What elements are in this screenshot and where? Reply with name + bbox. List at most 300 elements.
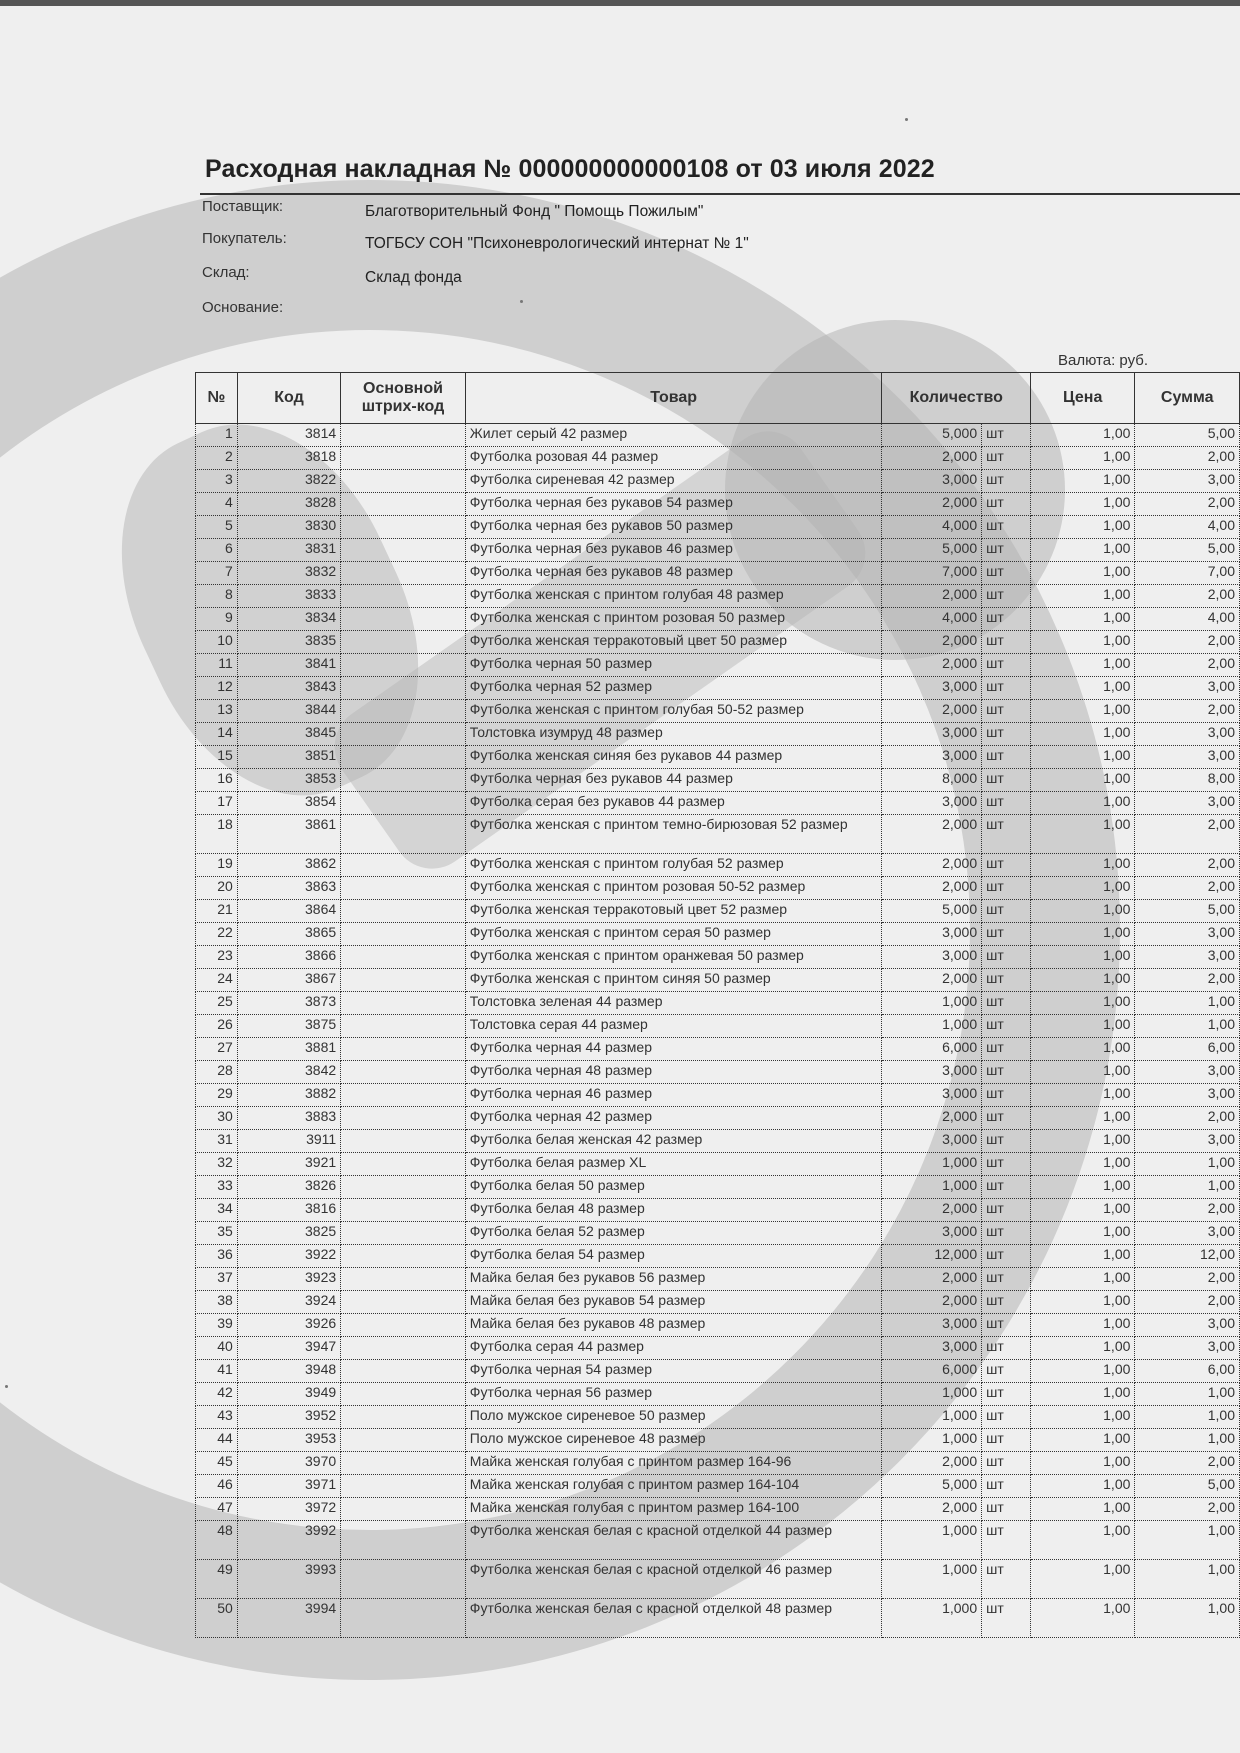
- row-barcode: [341, 1521, 466, 1560]
- row-unit: шт: [982, 1291, 1031, 1314]
- row-number: 31: [196, 1130, 238, 1153]
- row-code: 3922: [237, 1245, 340, 1268]
- row-quantity: 1,000: [882, 992, 982, 1015]
- row-quantity: 2,000: [882, 1452, 982, 1475]
- row-number: 7: [196, 562, 238, 585]
- table-row: [196, 723, 1240, 746]
- row-quantity: 4,000: [882, 516, 982, 539]
- row-code: 3970: [237, 1452, 340, 1475]
- row-sum: 2,00: [1135, 447, 1240, 470]
- row-barcode: [341, 1015, 466, 1038]
- table-row: [196, 677, 1240, 700]
- row-price: 1,00: [1030, 854, 1134, 877]
- row-sum: 12,00: [1135, 1245, 1240, 1268]
- row-unit: шт: [982, 1560, 1031, 1599]
- row-price: 1,00: [1030, 1452, 1134, 1475]
- row-code: 3921: [237, 1153, 340, 1176]
- row-sum: 3,00: [1135, 723, 1240, 746]
- row-barcode: [341, 493, 466, 516]
- row-number: 46: [196, 1475, 238, 1498]
- row-price: 1,00: [1030, 1291, 1134, 1314]
- row-sum: 3,00: [1135, 1084, 1240, 1107]
- row-price: 1,00: [1030, 608, 1134, 631]
- row-unit: шт: [982, 946, 1031, 969]
- row-quantity: 2,000: [882, 1291, 982, 1314]
- row-quantity: 2,000: [882, 700, 982, 723]
- row-price: 1,00: [1030, 1084, 1134, 1107]
- row-sum: 3,00: [1135, 677, 1240, 700]
- row-quantity: 3,000: [882, 1337, 982, 1360]
- row-code: 3842: [237, 1061, 340, 1084]
- row-product-name: Футболка белая размер XL: [465, 1153, 882, 1176]
- row-price: 1,00: [1030, 539, 1134, 562]
- row-unit: шт: [982, 746, 1031, 769]
- row-product-name: Поло мужское сиреневое 50 размер: [465, 1406, 882, 1429]
- row-unit: шт: [982, 877, 1031, 900]
- row-product-name: Майка женская голубая с принтом размер 164-104: [465, 1475, 882, 1498]
- row-number: 3: [196, 470, 238, 493]
- row-product-name: Футболка женская с принтом голубая 48 размер: [465, 585, 882, 608]
- row-sum: 2,00: [1135, 493, 1240, 516]
- table-row: [196, 1084, 1240, 1107]
- row-sum: 5,00: [1135, 1475, 1240, 1498]
- row-quantity: 2,000: [882, 877, 982, 900]
- row-barcode: [341, 539, 466, 562]
- row-barcode: [341, 585, 466, 608]
- row-number: 49: [196, 1560, 238, 1599]
- row-code: 3851: [237, 746, 340, 769]
- row-barcode: [341, 1130, 466, 1153]
- row-quantity: 2,000: [882, 854, 982, 877]
- row-price: 1,00: [1030, 424, 1134, 447]
- title-divider: [200, 193, 1240, 195]
- row-sum: 5,00: [1135, 900, 1240, 923]
- row-barcode: [341, 1061, 466, 1084]
- row-product-name: Футболка черная 52 размер: [465, 677, 882, 700]
- row-code: 3830: [237, 516, 340, 539]
- row-price: 1,00: [1030, 493, 1134, 516]
- row-quantity: 3,000: [882, 677, 982, 700]
- row-quantity: 3,000: [882, 1222, 982, 1245]
- row-code: 3883: [237, 1107, 340, 1130]
- row-sum: 2,00: [1135, 854, 1240, 877]
- row-price: 1,00: [1030, 1176, 1134, 1199]
- row-price: 1,00: [1030, 1107, 1134, 1130]
- row-code: 3993: [237, 1560, 340, 1599]
- row-price: 1,00: [1030, 1599, 1134, 1638]
- row-product-name: Майка белая без рукавов 54 размер: [465, 1291, 882, 1314]
- row-code: 3814: [237, 424, 340, 447]
- row-quantity: 3,000: [882, 746, 982, 769]
- row-price: 1,00: [1030, 1429, 1134, 1452]
- row-unit: шт: [982, 493, 1031, 516]
- row-quantity: 3,000: [882, 1314, 982, 1337]
- row-product-name: Футболка черная без рукавов 54 размер: [465, 493, 882, 516]
- row-product-name: Толстовка серая 44 размер: [465, 1015, 882, 1038]
- row-barcode: [341, 424, 466, 447]
- table-row: [196, 654, 1240, 677]
- row-code: 3881: [237, 1038, 340, 1061]
- row-price: 1,00: [1030, 677, 1134, 700]
- row-barcode: [341, 1222, 466, 1245]
- row-product-name: Футболка женская с принтом розовая 50 размер: [465, 608, 882, 631]
- row-price: 1,00: [1030, 470, 1134, 493]
- row-barcode: [341, 854, 466, 877]
- row-number: 32: [196, 1153, 238, 1176]
- row-number: 9: [196, 608, 238, 631]
- row-quantity: 3,000: [882, 723, 982, 746]
- row-number: 1: [196, 424, 238, 447]
- row-price: 1,00: [1030, 792, 1134, 815]
- row-code: 3834: [237, 608, 340, 631]
- row-product-name: Футболка белая 50 размер: [465, 1176, 882, 1199]
- row-sum: 1,00: [1135, 1015, 1240, 1038]
- table-row: [196, 900, 1240, 923]
- row-barcode: [341, 1599, 466, 1638]
- row-sum: 2,00: [1135, 1291, 1240, 1314]
- row-unit: шт: [982, 1406, 1031, 1429]
- row-number: 4: [196, 493, 238, 516]
- row-barcode: [341, 1176, 466, 1199]
- row-product-name: Футболка серая без рукавов 44 размер: [465, 792, 882, 815]
- row-sum: 7,00: [1135, 562, 1240, 585]
- row-barcode: [341, 1560, 466, 1599]
- table-row: [196, 815, 1240, 854]
- row-price: 1,00: [1030, 1268, 1134, 1291]
- row-code: 3875: [237, 1015, 340, 1038]
- row-barcode: [341, 1475, 466, 1498]
- table-row: [196, 877, 1240, 900]
- row-code: 3845: [237, 723, 340, 746]
- table-row: [196, 1245, 1240, 1268]
- row-code: 3862: [237, 854, 340, 877]
- row-sum: 6,00: [1135, 1360, 1240, 1383]
- row-quantity: 5,000: [882, 424, 982, 447]
- row-product-name: Футболка черная без рукавов 44 размер: [465, 769, 882, 792]
- row-number: 14: [196, 723, 238, 746]
- row-product-name: Футболка черная 46 размер: [465, 1084, 882, 1107]
- table-row: [196, 516, 1240, 539]
- row-code: 3853: [237, 769, 340, 792]
- row-unit: шт: [982, 1599, 1031, 1638]
- row-quantity: 1,000: [882, 1383, 982, 1406]
- row-sum: 2,00: [1135, 877, 1240, 900]
- col-header-code: Код: [237, 373, 340, 424]
- row-sum: 4,00: [1135, 608, 1240, 631]
- row-code: 3854: [237, 792, 340, 815]
- row-code: 3882: [237, 1084, 340, 1107]
- row-quantity: 3,000: [882, 470, 982, 493]
- buyer-label: Покупатель:: [202, 230, 287, 247]
- row-code: 3831: [237, 539, 340, 562]
- table-row: [196, 700, 1240, 723]
- row-number: 15: [196, 746, 238, 769]
- table-row: [196, 585, 1240, 608]
- row-code: 3861: [237, 815, 340, 854]
- row-barcode: [341, 516, 466, 539]
- row-barcode: [341, 923, 466, 946]
- warehouse-value: Склад фонда: [365, 269, 462, 286]
- row-product-name: Футболка черная без рукавов 50 размер: [465, 516, 882, 539]
- row-sum: 3,00: [1135, 746, 1240, 769]
- row-code: 3843: [237, 677, 340, 700]
- row-product-name: Футболка женская синяя без рукавов 44 размер: [465, 746, 882, 769]
- row-number: 40: [196, 1337, 238, 1360]
- row-product-name: Футболка черная 56 размер: [465, 1383, 882, 1406]
- row-barcode: [341, 1245, 466, 1268]
- row-quantity: 2,000: [882, 1268, 982, 1291]
- row-product-name: Майка женская голубая с принтом размер 164-100: [465, 1498, 882, 1521]
- row-barcode: [341, 1107, 466, 1130]
- row-code: 3949: [237, 1383, 340, 1406]
- row-product-name: Футболка женская белая с красной отделкой 48 размер: [465, 1599, 882, 1638]
- row-unit: шт: [982, 992, 1031, 1015]
- col-header-sum: Сумма: [1135, 373, 1240, 424]
- row-number: 34: [196, 1199, 238, 1222]
- row-barcode: [341, 1291, 466, 1314]
- row-product-name: Футболка черная 42 размер: [465, 1107, 882, 1130]
- row-code: 3953: [237, 1429, 340, 1452]
- row-product-name: Футболка женская с принтом серая 50 размер: [465, 923, 882, 946]
- row-unit: шт: [982, 677, 1031, 700]
- row-code: 3947: [237, 1337, 340, 1360]
- row-barcode: [341, 1498, 466, 1521]
- table-row: [196, 1360, 1240, 1383]
- row-product-name: Футболка женская с принтом синяя 50 размер: [465, 969, 882, 992]
- row-unit: шт: [982, 1015, 1031, 1038]
- row-number: 12: [196, 677, 238, 700]
- row-product-name: Майка белая без рукавов 48 размер: [465, 1314, 882, 1337]
- row-product-name: Футболка женская с принтом голубая 50-52 размер: [465, 700, 882, 723]
- row-quantity: 1,000: [882, 1429, 982, 1452]
- row-price: 1,00: [1030, 1498, 1134, 1521]
- row-quantity: 3,000: [882, 1130, 982, 1153]
- scan-speck: [5, 1385, 8, 1388]
- table-header-row: [196, 373, 1240, 424]
- row-number: 37: [196, 1268, 238, 1291]
- row-unit: шт: [982, 792, 1031, 815]
- row-code: 3865: [237, 923, 340, 946]
- row-barcode: [341, 1199, 466, 1222]
- row-unit: шт: [982, 1061, 1031, 1084]
- row-unit: шт: [982, 923, 1031, 946]
- table-row: [196, 631, 1240, 654]
- row-barcode: [341, 1084, 466, 1107]
- table-row: [196, 493, 1240, 516]
- row-number: 25: [196, 992, 238, 1015]
- row-unit: шт: [982, 1314, 1031, 1337]
- row-number: 2: [196, 447, 238, 470]
- row-product-name: Футболка женская с принтом оранжевая 50 размер: [465, 946, 882, 969]
- row-code: 3972: [237, 1498, 340, 1521]
- row-product-name: Футболка белая 54 размер: [465, 1245, 882, 1268]
- row-barcode: [341, 1406, 466, 1429]
- col-header-barcode: Основной штрих-код: [341, 373, 466, 424]
- row-sum: 4,00: [1135, 516, 1240, 539]
- table-row: [196, 746, 1240, 769]
- row-product-name: Футболка черная без рукавов 46 размер: [465, 539, 882, 562]
- document-title: Расходная накладная № 000000000000108 от 03 июля 2022: [205, 155, 935, 183]
- row-quantity: 5,000: [882, 539, 982, 562]
- row-sum: 3,00: [1135, 1061, 1240, 1084]
- row-code: 3822: [237, 470, 340, 493]
- scan-speck: [905, 118, 908, 121]
- row-sum: 3,00: [1135, 1222, 1240, 1245]
- table-row: [196, 969, 1240, 992]
- table-row: [196, 1222, 1240, 1245]
- row-sum: 2,00: [1135, 1107, 1240, 1130]
- row-product-name: Футболка женская белая с красной отделкой 44 размер: [465, 1521, 882, 1560]
- row-product-name: Футболка женская с принтом голубая 52 размер: [465, 854, 882, 877]
- table-row: [196, 1038, 1240, 1061]
- row-unit: шт: [982, 1452, 1031, 1475]
- row-barcode: [341, 1314, 466, 1337]
- row-sum: 2,00: [1135, 654, 1240, 677]
- row-number: 38: [196, 1291, 238, 1314]
- row-price: 1,00: [1030, 1314, 1134, 1337]
- row-quantity: 8,000: [882, 769, 982, 792]
- table-row: [196, 1452, 1240, 1475]
- row-unit: шт: [982, 1498, 1031, 1521]
- row-unit: шт: [982, 539, 1031, 562]
- row-barcode: [341, 1038, 466, 1061]
- table-row: [196, 1153, 1240, 1176]
- table-row: [196, 1599, 1240, 1638]
- row-price: 1,00: [1030, 723, 1134, 746]
- row-unit: шт: [982, 1383, 1031, 1406]
- row-quantity: 1,000: [882, 1153, 982, 1176]
- row-quantity: 7,000: [882, 562, 982, 585]
- row-product-name: Футболка женская с принтом розовая 50-52 размер: [465, 877, 882, 900]
- basis-label: Основание:: [202, 299, 284, 316]
- table-row: [196, 1429, 1240, 1452]
- row-code: 3994: [237, 1599, 340, 1638]
- row-number: 30: [196, 1107, 238, 1130]
- row-barcode: [341, 1383, 466, 1406]
- table-row: [196, 1498, 1240, 1521]
- row-number: 50: [196, 1599, 238, 1638]
- row-barcode: [341, 1153, 466, 1176]
- row-sum: 5,00: [1135, 424, 1240, 447]
- row-quantity: 2,000: [882, 969, 982, 992]
- row-quantity: 5,000: [882, 1475, 982, 1498]
- row-product-name: Майка женская голубая с принтом размер 164-96: [465, 1452, 882, 1475]
- row-number: 23: [196, 946, 238, 969]
- scan-speck: [520, 300, 523, 303]
- row-price: 1,00: [1030, 1015, 1134, 1038]
- row-number: 5: [196, 516, 238, 539]
- table-row: [196, 539, 1240, 562]
- row-code: 3992: [237, 1521, 340, 1560]
- table-row: [196, 447, 1240, 470]
- row-price: 1,00: [1030, 1130, 1134, 1153]
- row-unit: шт: [982, 1475, 1031, 1498]
- row-price: 1,00: [1030, 746, 1134, 769]
- row-code: 3923: [237, 1268, 340, 1291]
- row-sum: 1,00: [1135, 1153, 1240, 1176]
- row-sum: 2,00: [1135, 700, 1240, 723]
- row-product-name: Футболка женская терракотовый цвет 52 размер: [465, 900, 882, 923]
- row-quantity: 2,000: [882, 631, 982, 654]
- row-unit: шт: [982, 447, 1031, 470]
- row-barcode: [341, 900, 466, 923]
- table-row: [196, 608, 1240, 631]
- row-product-name: Футболка черная 44 размер: [465, 1038, 882, 1061]
- table-row: [196, 1560, 1240, 1599]
- row-sum: 1,00: [1135, 1406, 1240, 1429]
- row-code: 3833: [237, 585, 340, 608]
- col-header-quantity: Количество: [882, 373, 1031, 424]
- supplier-value: Благотворительный Фонд " Помощь Пожилым": [365, 203, 704, 220]
- row-unit: шт: [982, 969, 1031, 992]
- row-price: 1,00: [1030, 815, 1134, 854]
- row-barcode: [341, 654, 466, 677]
- row-product-name: Футболка сиреневая 42 размер: [465, 470, 882, 493]
- row-product-name: Футболка серая 44 размер: [465, 1337, 882, 1360]
- row-quantity: 1,000: [882, 1521, 982, 1560]
- row-quantity: 5,000: [882, 900, 982, 923]
- row-sum: 1,00: [1135, 1429, 1240, 1452]
- row-code: 3825: [237, 1222, 340, 1245]
- row-barcode: [341, 723, 466, 746]
- row-unit: шт: [982, 1038, 1031, 1061]
- row-price: 1,00: [1030, 447, 1134, 470]
- row-quantity: 12,000: [882, 1245, 982, 1268]
- table-row: [196, 1015, 1240, 1038]
- row-unit: шт: [982, 1130, 1031, 1153]
- row-price: 1,00: [1030, 631, 1134, 654]
- table-row: [196, 470, 1240, 493]
- row-unit: шт: [982, 562, 1031, 585]
- row-barcode: [341, 877, 466, 900]
- row-barcode: [341, 631, 466, 654]
- row-sum: 2,00: [1135, 1199, 1240, 1222]
- row-barcode: [341, 992, 466, 1015]
- row-barcode: [341, 969, 466, 992]
- row-price: 1,00: [1030, 923, 1134, 946]
- row-code: 3841: [237, 654, 340, 677]
- row-code: 3818: [237, 447, 340, 470]
- row-price: 1,00: [1030, 992, 1134, 1015]
- table-row: [196, 1130, 1240, 1153]
- row-barcode: [341, 1360, 466, 1383]
- row-barcode: [341, 1452, 466, 1475]
- row-sum: 2,00: [1135, 1268, 1240, 1291]
- row-product-name: Жилет серый 42 размер: [465, 424, 882, 447]
- row-price: 1,00: [1030, 1199, 1134, 1222]
- warehouse-label: Склад:: [202, 264, 250, 281]
- row-code: 3971: [237, 1475, 340, 1498]
- row-product-name: Футболка черная 50 размер: [465, 654, 882, 677]
- row-price: 1,00: [1030, 1560, 1134, 1599]
- row-number: 10: [196, 631, 238, 654]
- row-barcode: [341, 608, 466, 631]
- row-code: 3924: [237, 1291, 340, 1314]
- row-quantity: 3,000: [882, 946, 982, 969]
- table-row: [196, 1475, 1240, 1498]
- row-quantity: 3,000: [882, 792, 982, 815]
- row-unit: шт: [982, 654, 1031, 677]
- row-sum: 3,00: [1135, 792, 1240, 815]
- row-barcode: [341, 815, 466, 854]
- table-row: [196, 854, 1240, 877]
- row-sum: 2,00: [1135, 1452, 1240, 1475]
- row-number: 21: [196, 900, 238, 923]
- row-number: 47: [196, 1498, 238, 1521]
- supplier-label: Поставщик:: [202, 198, 284, 215]
- row-sum: 8,00: [1135, 769, 1240, 792]
- row-price: 1,00: [1030, 900, 1134, 923]
